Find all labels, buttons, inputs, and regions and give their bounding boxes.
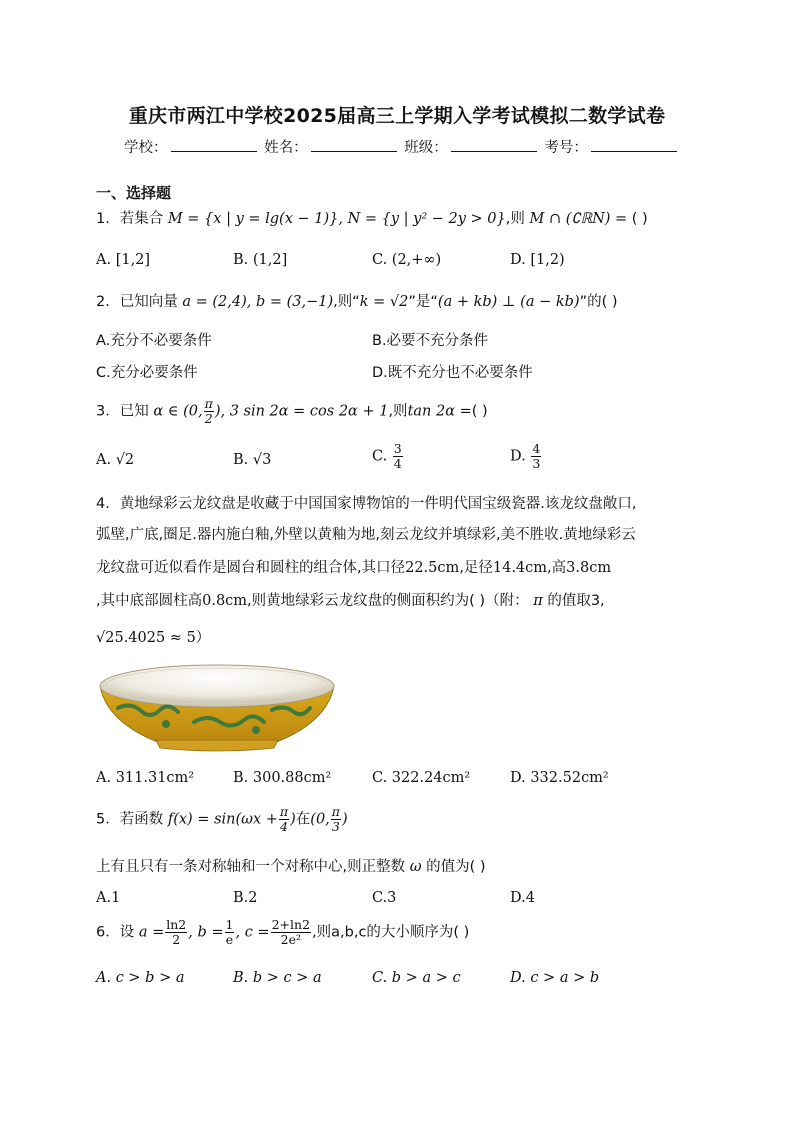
numerator: 1 bbox=[225, 917, 234, 932]
question-text: ,则 bbox=[505, 211, 525, 227]
set-n: , N = {y | y² − 2y > 0} bbox=[338, 211, 506, 227]
k-condition: k = √2 bbox=[359, 294, 409, 310]
fraction bbox=[531, 442, 541, 471]
question-text: ,其中底部圆柱高 bbox=[96, 593, 203, 609]
dragon-dish-image bbox=[96, 660, 338, 752]
fraction-pi-over-3 bbox=[331, 805, 341, 834]
question-6 bbox=[96, 918, 469, 947]
fraction-a bbox=[165, 918, 187, 947]
close-paren: ) bbox=[290, 811, 296, 828]
question-text: 在 bbox=[295, 811, 311, 828]
question-1 bbox=[96, 207, 648, 228]
option-d[interactable]: D.既不充分也不必要条件 bbox=[372, 365, 533, 381]
fraction-c bbox=[271, 918, 311, 947]
question-text: ”的( ) bbox=[579, 294, 618, 310]
omega-symbol: ω bbox=[409, 859, 422, 875]
question-3 bbox=[96, 397, 488, 426]
name-label: 姓名： bbox=[264, 140, 308, 156]
close-paren: ) bbox=[342, 811, 348, 828]
question-text: 已知向量 bbox=[119, 294, 178, 310]
option-d[interactable]: D.4 bbox=[510, 890, 535, 906]
class-blank[interactable] bbox=[451, 139, 537, 152]
fraction bbox=[393, 442, 403, 471]
interval: (0, bbox=[310, 811, 330, 828]
question-text: ,则黄地绿彩云龙纹盘的侧面积约为( )（附： bbox=[247, 593, 529, 609]
option-a[interactable]: A.充分不必要条件 bbox=[96, 333, 212, 349]
number-label: 考号： bbox=[544, 140, 588, 156]
option-a[interactable]: A. c > b > a bbox=[96, 970, 185, 986]
fraction-pi-over-4 bbox=[279, 805, 289, 834]
option-b[interactable]: B.必要不充分条件 bbox=[372, 333, 489, 349]
question-number: 1． bbox=[96, 211, 120, 227]
set-m: M = {x | y = lg(x − 1)} bbox=[167, 211, 339, 227]
option-a[interactable]: A. √2 bbox=[96, 452, 135, 468]
numerator: π bbox=[331, 804, 341, 819]
question-number: 3． bbox=[96, 403, 120, 420]
expression: M ∩ (∁ℝN) = bbox=[529, 211, 628, 227]
question-text: 若函数 bbox=[119, 811, 164, 828]
option-c[interactable]: C. 322.24cm² bbox=[372, 770, 471, 786]
option-d[interactable]: D. [1,2) bbox=[510, 252, 565, 268]
vector-b: , b = (3,−1) bbox=[246, 294, 334, 310]
option-c[interactable] bbox=[372, 442, 404, 471]
question-number: 6． bbox=[96, 924, 120, 941]
numerator: ln2 bbox=[166, 917, 187, 932]
question-text: 设 bbox=[119, 924, 135, 941]
option-c[interactable]: C. (2,+∞) bbox=[372, 252, 442, 268]
question-text: ,则“ bbox=[333, 294, 360, 310]
question-4-line-1: 4．黄地绿彩云龙纹盘是收藏于中国国家博物馆的一件明代国宝级瓷器.该龙纹盘敞口, bbox=[96, 496, 637, 512]
denominator: 4 bbox=[280, 819, 288, 834]
denominator: 2e² bbox=[280, 932, 301, 947]
denominator: e bbox=[225, 932, 234, 947]
option-c[interactable]: C. b > a > c bbox=[372, 970, 461, 986]
question-4-line-4 bbox=[96, 589, 605, 610]
school-blank[interactable] bbox=[171, 139, 257, 152]
question-number: 5． bbox=[96, 811, 120, 828]
question-text: ,则 bbox=[388, 403, 408, 420]
equation: ), 3 sin 2α = cos 2α + 1 bbox=[214, 403, 389, 420]
fraction-b bbox=[225, 918, 235, 947]
numerator: 4 bbox=[532, 441, 541, 456]
question-text: ”是“ bbox=[408, 294, 438, 310]
option-b[interactable]: B. 300.88cm² bbox=[233, 770, 332, 786]
var-a: a = bbox=[138, 924, 165, 941]
question-text: ,高 bbox=[547, 560, 567, 576]
option-a[interactable]: A.1 bbox=[96, 890, 121, 906]
denominator: 2 bbox=[204, 411, 213, 426]
option-b[interactable]: B. (1,2] bbox=[233, 252, 288, 268]
option-a[interactable]: A. [1,2] bbox=[96, 252, 151, 268]
question-text: 的值取3, bbox=[547, 593, 605, 609]
question-text: 上有且只有一条对称轴和一个对称中心,则正整数 bbox=[96, 859, 406, 875]
option-a[interactable]: A. 311.31cm² bbox=[96, 770, 195, 786]
question-4-line-3 bbox=[96, 556, 611, 577]
section-heading: 一、选择题 bbox=[96, 184, 172, 202]
denominator: 3 bbox=[532, 456, 541, 471]
expression: tan 2α = bbox=[407, 403, 472, 420]
value-diameter: 22.5cm bbox=[405, 560, 460, 576]
question-text: 龙纹盘可近似看作是圆台和圆柱的组合体,其口径 bbox=[96, 560, 406, 576]
option-b[interactable]: B.2 bbox=[233, 890, 258, 906]
option-c[interactable]: C.充分必要条件 bbox=[96, 365, 198, 381]
question-4-line-5: √25.4025 ≈ 5） bbox=[96, 630, 211, 646]
question-text: 的值为( ) bbox=[426, 859, 486, 875]
option-d[interactable]: D. c > a > b bbox=[510, 970, 600, 986]
numerator: 3 bbox=[393, 441, 402, 456]
question-5-line-2 bbox=[96, 855, 486, 876]
question-5 bbox=[96, 805, 348, 834]
question-text: 若集合 bbox=[119, 211, 164, 227]
vector-a: a = (2,4) bbox=[182, 294, 247, 310]
question-2 bbox=[96, 290, 618, 311]
value-cylinder-height: 0.8cm bbox=[202, 593, 248, 609]
answer-paren: ( ) bbox=[631, 211, 648, 227]
denominator: 2 bbox=[172, 932, 181, 947]
value-height: 3.8cm bbox=[566, 560, 612, 576]
question-text: ,足径 bbox=[459, 560, 493, 576]
pi-symbol: π bbox=[533, 593, 543, 609]
number-blank[interactable] bbox=[591, 139, 677, 152]
var-b: , b = bbox=[188, 924, 224, 941]
numerator: π bbox=[204, 396, 213, 411]
var-c: , c = bbox=[235, 924, 270, 941]
student-info-line bbox=[124, 136, 680, 157]
school-label: 学校： bbox=[124, 140, 168, 156]
fraction-pi-over-2 bbox=[204, 397, 214, 426]
option-letter: D. bbox=[510, 448, 526, 465]
perpendicular-condition: (a + kb) ⊥ (a − kb) bbox=[437, 294, 580, 310]
answer-paren: ( ) bbox=[471, 403, 488, 420]
option-letter: C. bbox=[372, 448, 388, 465]
question-text: ,则a,b,c的大小顺序为( ) bbox=[312, 924, 470, 941]
class-label: 班级： bbox=[404, 140, 448, 156]
numerator: π bbox=[279, 804, 289, 819]
page-title: 重庆市两江中学校2025届高三上学期入学考试模拟二数学试卷 bbox=[128, 105, 666, 127]
question-text: 已知 bbox=[119, 403, 149, 420]
name-blank[interactable] bbox=[311, 139, 397, 152]
alpha-interval: α ∈ (0, bbox=[153, 403, 203, 420]
option-b[interactable]: B. √3 bbox=[233, 452, 272, 468]
function-expression: f(x) = sin(ωx + bbox=[167, 811, 278, 828]
option-d[interactable] bbox=[510, 442, 542, 471]
denominator: 4 bbox=[393, 456, 402, 471]
question-4-line-2: 弧壁,广底,圈足.器内施白釉,外壁以黄釉为地,刻云龙纹并填绿彩,美不胜收.黄地绿彩云 bbox=[96, 527, 636, 543]
option-b[interactable]: B. b > c > a bbox=[233, 970, 322, 986]
numerator: 2+ln2 bbox=[271, 917, 311, 932]
option-c[interactable]: C.3 bbox=[372, 890, 397, 906]
question-number: 2． bbox=[96, 294, 120, 310]
option-d[interactable]: D. 332.52cm² bbox=[510, 770, 609, 786]
value-foot: 14.4cm bbox=[492, 560, 548, 576]
denominator: 3 bbox=[331, 819, 340, 834]
